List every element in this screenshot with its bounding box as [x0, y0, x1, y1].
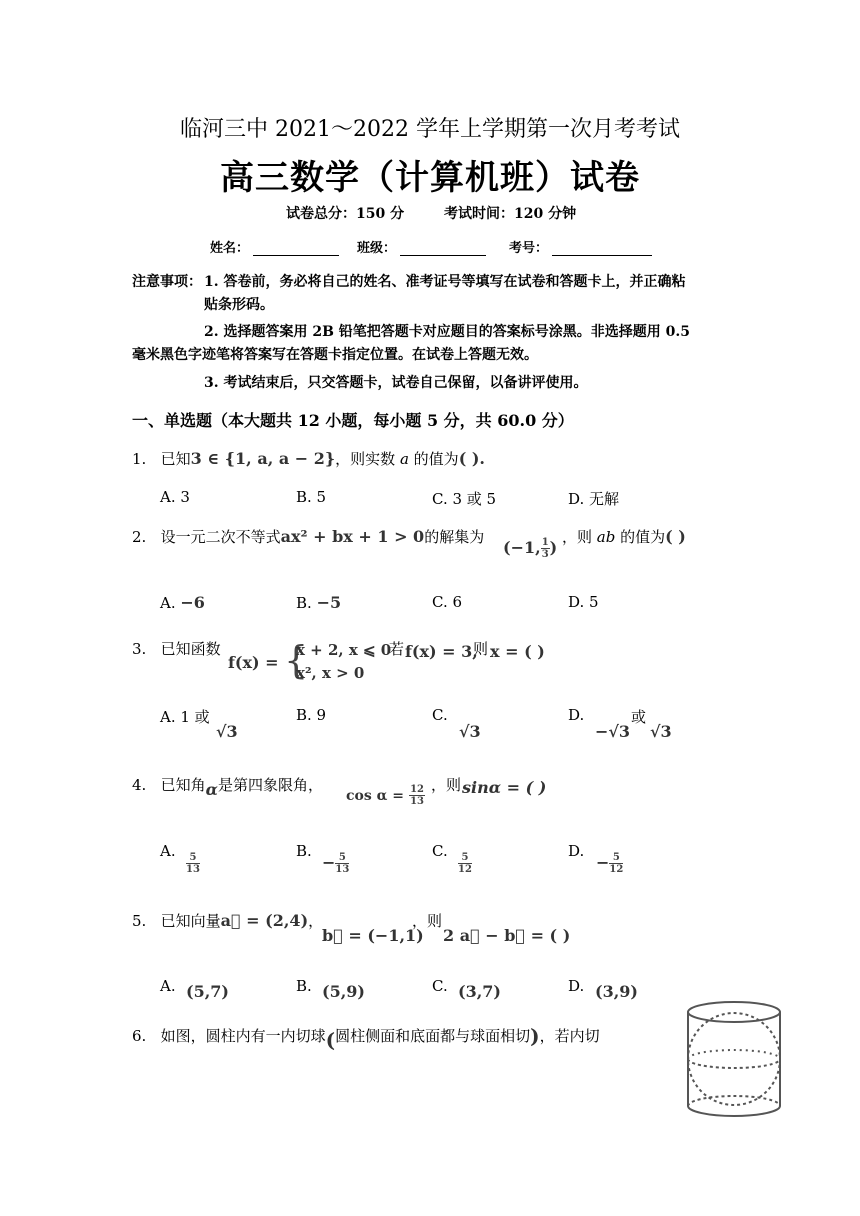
fraction-denominator: 13	[410, 796, 425, 807]
piecewise-case-2: x², x > 0	[296, 664, 365, 682]
q5-expression: 2 a⃗ − b⃗ = ( )	[443, 926, 571, 945]
q1-option-c: C. 3 或 5	[432, 490, 497, 508]
math-expression: cos α =	[346, 788, 404, 804]
question-text: 的值为	[615, 528, 666, 546]
q4-ask: sinα = ( )	[462, 778, 547, 797]
interval-right: )	[549, 538, 558, 557]
question-text: 已知	[160, 450, 191, 468]
q4-ze: ，则	[431, 776, 462, 794]
q3-option-c: C.	[432, 706, 448, 724]
question-text: 是第四象限角，	[217, 776, 323, 794]
minus-sign: −	[322, 853, 336, 872]
piecewise-brace: {	[284, 638, 309, 682]
note-3: 3. 考试结束后，只交答题卡，试卷自己保留，以备讲评使用。	[204, 375, 588, 391]
q3-ask: x = ( )	[490, 642, 545, 661]
school-exam-title: 临河三中 2021～2022 学年上学期第一次月考考试	[180, 117, 680, 142]
fraction-denominator: 3	[541, 549, 549, 560]
q5-option-b-math: (5,9)	[322, 982, 365, 1001]
q4-option-a: A.	[160, 842, 176, 860]
sphere-equator-back	[688, 1050, 780, 1059]
q3-option-d-math-1: −√3	[595, 722, 631, 741]
fraction-numerator: 5	[609, 852, 623, 864]
q2-option-d: D. 5	[568, 593, 599, 611]
question-text: 已知函数	[160, 640, 221, 658]
question-number: 4.	[132, 776, 147, 794]
q5-option-c-math: (3,7)	[458, 982, 501, 1001]
question-number: 1.	[132, 450, 147, 468]
cylinder-sphere-figure	[678, 996, 790, 1122]
fraction	[186, 852, 200, 875]
question-text: 的值为	[408, 450, 459, 468]
name-field	[210, 237, 339, 256]
id-label: 考号：	[509, 241, 549, 256]
exam-time: 考试时间：120 分钟	[444, 206, 577, 222]
q3-option-d-math-2: √3	[650, 722, 672, 741]
q2-ask	[562, 526, 686, 547]
note-1-line-2: 贴条形码。	[204, 297, 274, 313]
q4-option-c: C.	[432, 842, 448, 860]
question-number: 2.	[132, 528, 147, 546]
q2-interval	[503, 537, 557, 560]
question-number: 3.	[132, 640, 147, 658]
interval-left: (−1,	[503, 538, 541, 557]
question-2	[132, 526, 484, 547]
fraction-numerator: 5	[458, 852, 472, 864]
answer-paren: ( )	[665, 527, 686, 546]
q4-option-b: B.	[296, 842, 312, 860]
fraction	[609, 852, 623, 875]
math-expression: −6	[180, 593, 205, 612]
q3-ruo: 若	[389, 640, 405, 658]
q2-option-b	[296, 593, 341, 612]
question-text: 如图，圆柱内有一内切球	[160, 1027, 326, 1045]
q3-option-a-math: √3	[216, 722, 238, 741]
q3-ze: 则	[473, 640, 489, 658]
answer-paren: ( ).	[458, 449, 485, 468]
q3-option-d: D.	[568, 706, 585, 724]
id-blank	[552, 241, 652, 256]
q4-option-a-frac	[186, 852, 200, 875]
q2-option-c: C. 6	[432, 593, 463, 611]
question-text: 已知向量	[160, 912, 221, 930]
question-number: 5.	[132, 912, 147, 930]
q5-b-vector: b⃗ = (−1,1)	[322, 926, 424, 945]
fraction	[458, 852, 472, 875]
q4-cos	[346, 784, 425, 807]
q5-option-b: B.	[296, 977, 312, 995]
question-6	[132, 1024, 600, 1052]
q4-option-c-frac	[458, 852, 472, 875]
class-blank	[400, 241, 486, 256]
question-text: ，	[308, 912, 324, 930]
notes-label: 注意事项：	[132, 274, 202, 290]
q3-option-b: B. 9	[296, 706, 327, 724]
question-text: 设一元二次不等式	[160, 528, 281, 546]
fraction	[409, 784, 425, 807]
q1-option-b: B. 5	[296, 488, 327, 506]
name-label: 姓名：	[210, 241, 250, 256]
fraction	[335, 852, 349, 875]
math-expression: 3 ∈ {1, a, a − 2}	[190, 449, 336, 468]
section-heading: 一、单选题（本大题共 12 小题，每小题 5 分，共 60.0 分）	[132, 411, 574, 430]
question-text: ，则实数	[335, 450, 400, 468]
name-blank	[253, 241, 339, 256]
paren: (	[325, 1028, 336, 1052]
q4-option-d: D.	[568, 842, 585, 860]
fraction-numerator: 12	[410, 784, 425, 795]
math-expression: −5	[316, 593, 342, 612]
fraction-denominator: 12	[458, 864, 472, 875]
math-variable: α	[205, 780, 218, 799]
q3-option-c-math: √3	[459, 722, 481, 741]
question-text: 的解集为	[424, 528, 485, 546]
inscribed-sphere	[688, 1013, 780, 1105]
cylinder-bottom-front	[688, 1106, 780, 1116]
question-number: 6.	[132, 1027, 147, 1045]
q1-option-d: D. 无解	[568, 490, 620, 508]
fraction-denominator: 13	[186, 864, 200, 875]
option-label: A.	[160, 594, 176, 612]
piecewise-lhs: f(x) =	[228, 653, 279, 672]
note-2-line-2: 毫米黑色字迹笔将答案写在答题卡指定位置。在试卷上答题无效。	[132, 347, 538, 363]
question-4	[132, 774, 323, 799]
cylinder-top-ellipse	[688, 1002, 780, 1022]
q4-option-d-frac	[596, 852, 623, 875]
total-score: 试卷总分：150 分	[286, 206, 405, 222]
class-field	[357, 237, 486, 256]
math-expression: ax² + bx + 1 > 0	[280, 527, 425, 546]
fraction	[541, 537, 550, 560]
question-1	[132, 448, 485, 469]
question-text: ，若内切	[539, 1027, 600, 1045]
math-variable: a	[399, 450, 409, 468]
id-field	[509, 237, 652, 256]
q5-option-a-math: (5,7)	[186, 982, 229, 1001]
q3-option-d-or: 或	[631, 708, 647, 726]
fraction-denominator: 13	[335, 864, 350, 875]
note-1-line-1: 1. 答卷前，务必将自己的姓名、准考证号等填写在试卷和答题卡上，并正确粘	[204, 274, 686, 290]
question-5	[132, 910, 323, 931]
class-label: 班级：	[357, 241, 397, 256]
question-text: 圆柱侧面和底面都与球面相切	[335, 1027, 531, 1045]
fraction-numerator: 5	[335, 852, 349, 864]
question-text: ，则	[562, 528, 597, 546]
q5-option-d: D.	[568, 977, 585, 995]
question-3-stem	[132, 638, 221, 659]
q3-option-a: A. 1 或	[160, 708, 210, 726]
piecewise-case-1: x + 2, x ⩽ 0	[296, 641, 392, 659]
paper-title: 高三数学（计算机班）试卷	[220, 158, 640, 198]
q3-condition: f(x) = 3,	[405, 642, 478, 661]
q5-option-a: A.	[160, 977, 176, 995]
q1-option-a: A. 3	[160, 488, 190, 506]
option-label: B.	[296, 594, 312, 612]
fraction-numerator: 5	[186, 852, 200, 864]
q2-option-a	[160, 593, 205, 612]
math-variable: ab	[596, 528, 616, 546]
q5-option-d-math: (3,9)	[595, 982, 638, 1001]
minus-sign: −	[596, 853, 610, 872]
paren: )	[530, 1024, 540, 1048]
fraction-denominator: 12	[609, 864, 624, 875]
sphere-equator-front	[688, 1059, 780, 1068]
q4-option-b-frac	[322, 852, 349, 875]
q5-option-c: C.	[432, 977, 448, 995]
math-expression: a⃗ = (2,4)	[220, 911, 309, 930]
note-2-line-1: 2. 选择题答案用 2B 铅笔把答题卡对应题目的答案标号涂黑。非选择题用 0.5	[204, 324, 691, 340]
q5-ze: ，则	[412, 912, 443, 930]
question-text: 已知角	[160, 776, 206, 794]
fraction-numerator: 1	[541, 537, 549, 548]
